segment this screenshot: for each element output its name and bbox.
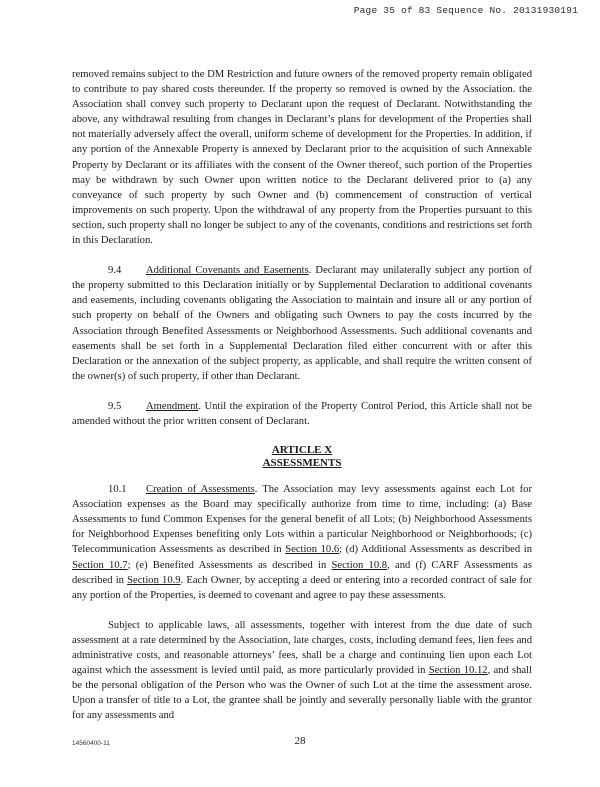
section-number: 9.5 (108, 400, 122, 412)
section-text: . Until the expiration of the Property Control Period, this Article shall not be amended without the prior written consent of Declarant. (72, 400, 532, 427)
document-body (72, 67, 532, 738)
paragraph-text: , and shall be the personal obligation of the Person who was the Owner of such Lot at the time the assessment arose. Upon a transfer of title to a Lot, the grantee shall be jointly and severally personally liable with the grantor for any assessments and (72, 665, 533, 722)
section-reference: Section 10.8 (331, 559, 388, 571)
section-reference: Section 10.12 (428, 665, 488, 677)
article-title: ASSESSMENTS (262, 457, 342, 470)
document-id: 14560400-11 (72, 740, 110, 747)
section-heading: Creation of Assessments (146, 484, 255, 496)
paragraph-text: Subject to applicable laws, all assessments, together with interest from the due date of such assessment at a rate determined by the Association, late charges, costs, including demand fees, lien fees and administrative costs, and reasonable attorneys’ fees, shall be a charge and continuing lien upon each Lot against which the assessment is levied until paid, as more particularly provided in (72, 619, 532, 677)
recording-stamp: Page 35 of 83 Sequence No. 20131930191 (353, 5, 578, 16)
section-reference: Section 10.9 (127, 574, 181, 586)
section-text: , and (f) CARF Assessments as described in (72, 559, 532, 586)
paragraph-assessment-lien (72, 618, 532, 724)
section-9-5 (72, 399, 532, 429)
section-text: . Each Owner, by accepting a deed or entering into a recorded contract of sale for any portion of the Properties, is deemed to covenant and agree to pay these assessments. (72, 574, 532, 601)
article-heading (72, 444, 532, 470)
section-text: ; (e) Benefited Assessments as described in (127, 559, 332, 571)
section-reference: Section 10.6 (285, 544, 340, 556)
section-9-4 (72, 263, 532, 384)
paragraph-withdrawal-continued: removed remains subject to the DM Restriction and future owners of the removed property remain obligated to contribute to pay shared costs thereunder. If the property so removed is owned by the Association. the Association shall convey such property to Declarant upon the request of Declarant. Notwithstanding the above, any withdrawal resulting from changes in Declarant’s plans for development of the Properties shall not materially adversely affect the overall, uniform scheme of development for the Properties. In addition, if any portion of the Annexable Property is annexed by Declarant prior to the acquisition of such Annexable Property by Declarant or its affiliates with the consent of the Owner thereof, such portion of the Properties may be withdrawn by such Owner upon written notice to the Declarant delivered prior to (a) any conveyance of such property by such Owner and (b) commencement of construction of vertical improvements on such property. Upon the withdrawal of any property from the Properties pursuant to this section, such property shall no longer be subject to any of the covenants, conditions and restrictions set forth in this Declaration. (72, 69, 532, 247)
section-heading: Amendment (146, 400, 199, 412)
section-heading: Additional Covenants and Easements (146, 265, 309, 277)
section-text: . Declarant may unilaterally subject any portion of the property submitted to this Declaration initially or by Supplemental Declaration to additional covenants and easements, including covenants obligating the Association to maintain and insure all or any portion of such property on behalf of the Owners and obligating such Owners to pay the costs incurred by the Association through Benefited Assessments or Neighborhood Assessments. Such additional covenants and easements shall be set forth in a Supplemental Declaration filed either concurrent with or after this Declaration or the annexation of the subject property, as applicable, and shall require the written consent of the owner(s) of such property, if other than Declarant. (72, 265, 532, 382)
section-number: 9.4 (108, 265, 122, 277)
section-number: 10.1 (108, 484, 127, 496)
section-text: . The Association may levy assessments against each Lot for Association expenses as the Board may specifically authorize from time to time, including: (a) Base Assessments to fund Common Expenses for the general benefit of all Lots; (b) Neighborhood Assessments for Neighborhood Expenses benefiting only Lots within a particular Neighborhood or Neighborhoods; (c) Telecommunication Assessments as described in (72, 484, 532, 556)
section-10-1 (72, 482, 532, 603)
section-reference: Section 10.7 (72, 559, 128, 571)
page-number: 28 (294, 735, 306, 747)
section-text: ; (d) Additional Assessments as described in (339, 544, 532, 556)
article-number: ARTICLE X (271, 444, 333, 457)
